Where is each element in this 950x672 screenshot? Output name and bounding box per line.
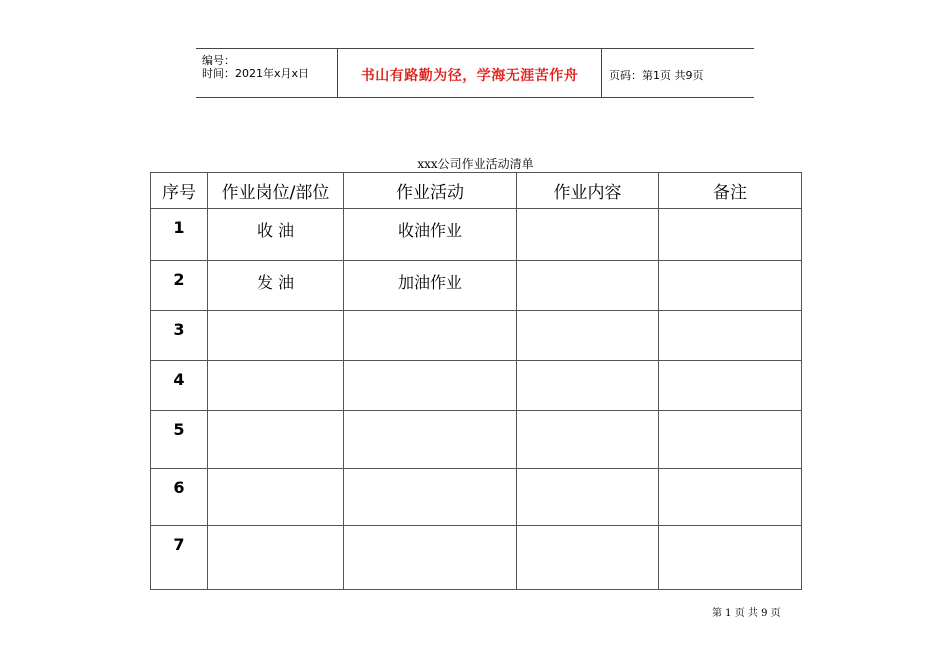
table-row (151, 469, 802, 526)
document-title: xxx公司作业活动清单 (417, 157, 534, 171)
header-time-label: 时间：2021年x月x日 (202, 67, 310, 80)
cell-post (208, 361, 344, 411)
cell-no: 6 (151, 469, 208, 526)
cell-post: 发 油 (208, 261, 344, 311)
table-row (151, 411, 802, 469)
activity-table (150, 172, 802, 590)
cell-content (517, 411, 659, 469)
header-number-label: 编号： (202, 54, 235, 67)
table-row (151, 261, 802, 311)
cell-remark (659, 361, 802, 411)
table-header-row (151, 173, 802, 209)
column-header-post: 作业岗位/部位 (208, 173, 344, 209)
cell-activity: 加油作业 (344, 261, 517, 311)
cell-activity (344, 311, 517, 361)
cell-remark (659, 526, 802, 590)
page-header (196, 48, 754, 98)
cell-content (517, 526, 659, 590)
header-page-cell (602, 49, 754, 97)
cell-post (208, 469, 344, 526)
cell-content (517, 311, 659, 361)
cell-activity (344, 411, 517, 469)
table-row (151, 526, 802, 590)
cell-activity: 收油作业 (344, 209, 517, 261)
column-header-remark: 备注 (659, 173, 802, 209)
cell-remark (659, 261, 802, 311)
cell-remark (659, 311, 802, 361)
cell-remark (659, 209, 802, 261)
cell-activity (344, 526, 517, 590)
cell-no: 3 (151, 311, 208, 361)
cell-post (208, 526, 344, 590)
cell-remark (659, 411, 802, 469)
cell-no: 7 (151, 526, 208, 590)
column-header-activity: 作业活动 (344, 173, 517, 209)
cell-activity (344, 469, 517, 526)
cell-no: 5 (151, 411, 208, 469)
cell-remark (659, 469, 802, 526)
cell-no: 1 (151, 209, 208, 261)
table-row (151, 311, 802, 361)
column-header-content: 作业内容 (517, 173, 659, 209)
header-motto-cell (338, 49, 602, 97)
cell-activity (344, 361, 517, 411)
cell-no: 4 (151, 361, 208, 411)
cell-content (517, 469, 659, 526)
cell-post (208, 411, 344, 469)
cell-no: 2 (151, 261, 208, 311)
cell-post: 收 油 (208, 209, 344, 261)
header-motto: 书山有路勤为径，学海无涯苦作舟 (360, 68, 579, 84)
table-row (151, 209, 802, 261)
cell-content (517, 361, 659, 411)
column-header-no: 序号 (151, 173, 208, 209)
cell-content (517, 261, 659, 311)
header-info-cell (196, 49, 338, 97)
page-footer: 第 1 页 共 9 页 (712, 608, 781, 619)
table-row (151, 361, 802, 411)
cell-content (517, 209, 659, 261)
header-page-info: 页码：第1页 共9页 (609, 69, 704, 82)
cell-post (208, 311, 344, 361)
